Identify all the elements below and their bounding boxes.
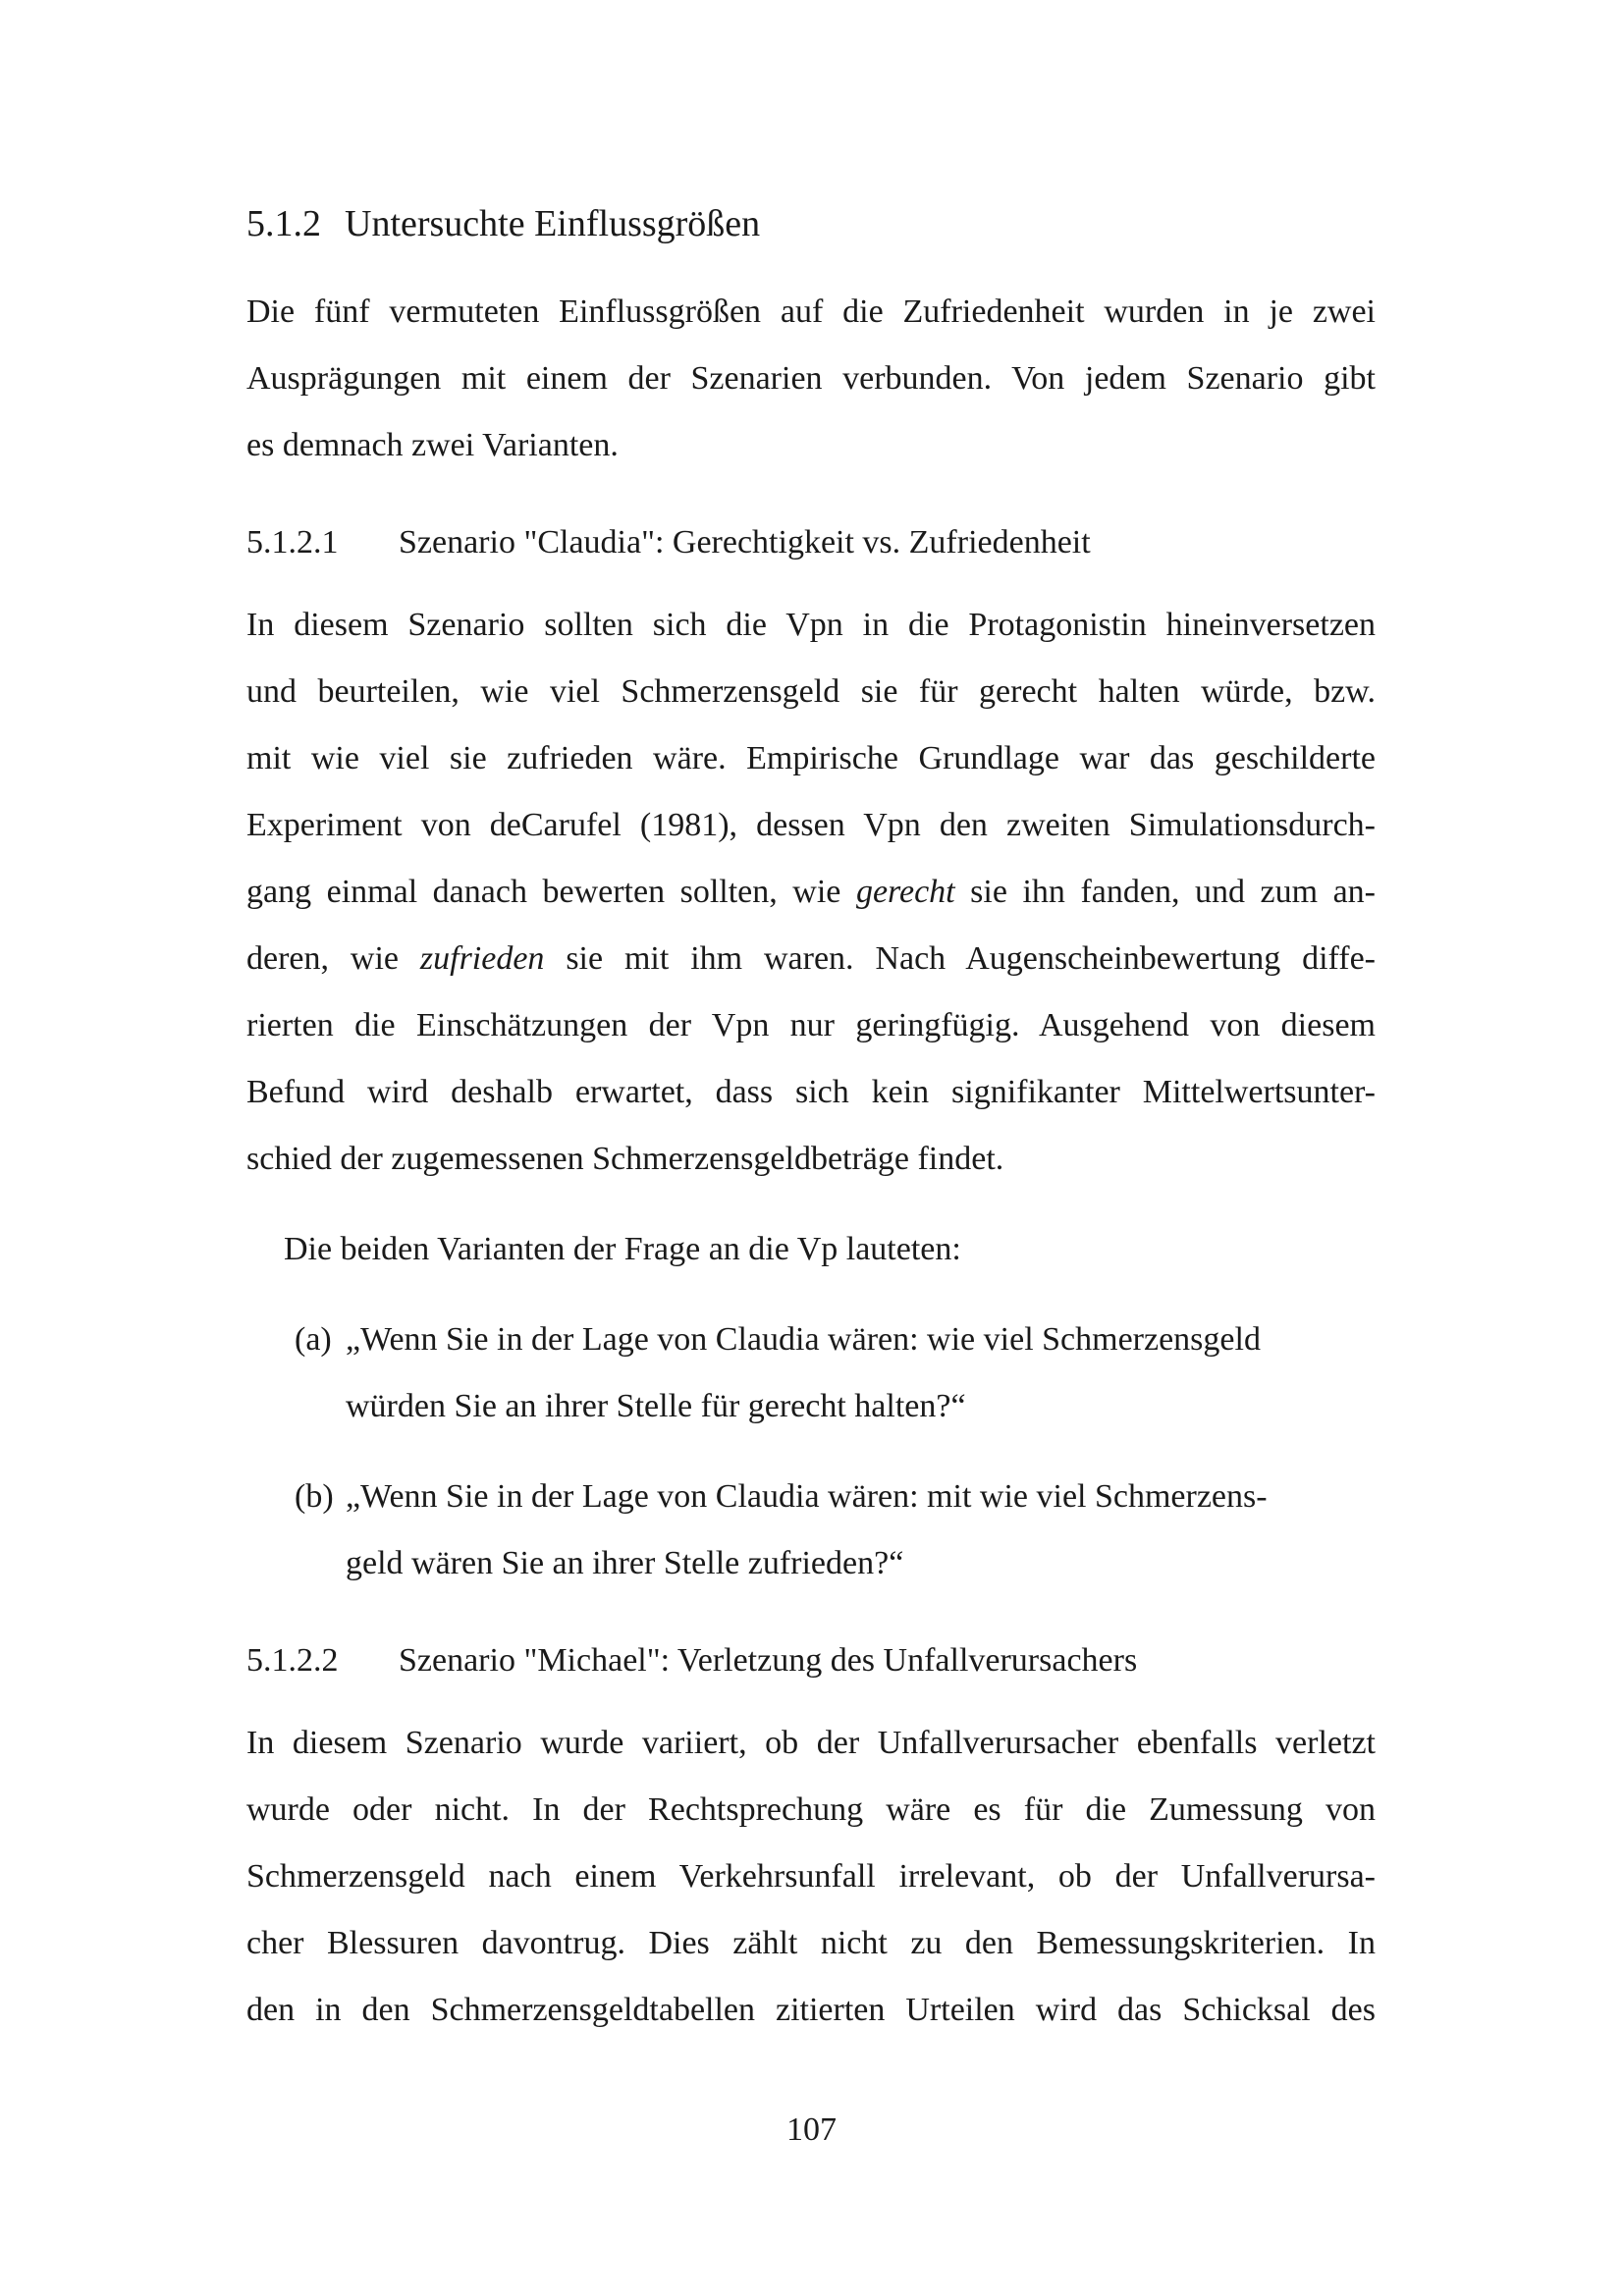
list-label: (b) bbox=[295, 1478, 334, 1515]
paragraph-line: Experiment von deCarufel (1981), dessen Vpn den zweiten Simulationsdurch- bbox=[246, 807, 1376, 843]
list-item-continuation: würden Sie an ihrer Stelle für gerecht halten?“ bbox=[346, 1388, 966, 1424]
list-item-b bbox=[295, 1477, 1268, 1517]
emphasis-text: zufrieden bbox=[419, 940, 545, 977]
paragraph-line: Ausprägungen mit einem der Szenarien verbunden. Von jedem Szenario gibt bbox=[246, 360, 1376, 397]
emphasis-text: gerecht bbox=[855, 874, 955, 910]
paragraph-line: schied der zugemessenen Schmerzensgeldbeträge findet. bbox=[246, 1141, 1004, 1177]
text-run: sie ihn fanden, und zum an- bbox=[954, 874, 1377, 910]
list-text: „Wenn Sie in der Lage von Claudia wären: wie viel Schmerzensgeld bbox=[346, 1321, 1261, 1358]
list-label: (a) bbox=[295, 1321, 332, 1358]
variants-intro: Die beiden Varianten der Frage an die Vp lauteten: bbox=[284, 1231, 961, 1267]
subsection-number: 5.1.2.1 bbox=[246, 524, 339, 561]
list-item-continuation: geld wären Sie an ihrer Stelle zufrieden?“ bbox=[346, 1545, 904, 1581]
paragraph-line: In diesem Szenario wurde variiert, ob der Unfallverursacher ebenfalls verletzt bbox=[246, 1725, 1376, 1761]
paragraph-line bbox=[246, 939, 1376, 979]
subsection-heading-claudia bbox=[246, 523, 1091, 562]
subsection-title: Szenario "Claudia": Gerechtigkeit vs. Zufriedenheit bbox=[399, 524, 1091, 561]
text-run: sie mit ihm waren. Nach Augenscheinbewertung diffe- bbox=[544, 940, 1376, 977]
text-run: gang einmal danach bewerten sollten, wie bbox=[246, 874, 856, 910]
subsection-number: 5.1.2.2 bbox=[246, 1642, 339, 1679]
paragraph-line: Die fünf vermuteten Einflussgrößen auf die Zufriedenheit wurden in je zwei bbox=[246, 294, 1376, 330]
section-heading bbox=[246, 202, 760, 245]
paragraph-line: rierten die Einschätzungen der Vpn nur geringfügig. Ausgehend von diesem bbox=[246, 1007, 1376, 1043]
list-text: „Wenn Sie in der Lage von Claudia wären: mit wie viel Schmerzens- bbox=[346, 1478, 1268, 1515]
paragraph-line: In diesem Szenario sollten sich die Vpn in die Protagonistin hineinversetzen bbox=[246, 607, 1376, 643]
paragraph-line bbox=[246, 873, 1376, 912]
text-run: deren, wie bbox=[246, 940, 420, 977]
paragraph-line: Schmerzensgeld nach einem Verkehrsunfall irrelevant, ob der Unfallverursa- bbox=[246, 1858, 1376, 1895]
paragraph-line: cher Blessuren davontrug. Dies zählt nicht zu den Bemessungskriterien. In bbox=[246, 1925, 1376, 1961]
paragraph-line: wurde oder nicht. In der Rechtsprechung wäre es für die Zumessung von bbox=[246, 1791, 1376, 1828]
list-item-a bbox=[295, 1320, 1261, 1360]
section-number: 5.1.2 bbox=[246, 203, 321, 244]
paragraph-line: mit wie viel sie zufrieden wäre. Empirische Grundlage war das geschilderte bbox=[246, 740, 1376, 776]
subsection-title: Szenario "Michael": Verletzung des Unfallverursachers bbox=[399, 1642, 1138, 1679]
paragraph-line: den in den Schmerzensgeldtabellen zitierten Urteilen wird das Schicksal des bbox=[246, 1992, 1376, 2028]
paragraph-line: es demnach zwei Varianten. bbox=[246, 427, 619, 463]
subsection-heading-michael bbox=[246, 1641, 1137, 1681]
section-title: Untersuchte Einflussgrößen bbox=[345, 203, 761, 244]
paragraph-line: und beurteilen, wie viel Schmerzensgeld sie für gerecht halten würde, bzw. bbox=[246, 673, 1376, 710]
page-number: 107 bbox=[786, 2111, 837, 2148]
paragraph-line: Befund wird deshalb erwartet, dass sich kein signifikanter Mittelwertsunter- bbox=[246, 1074, 1376, 1110]
